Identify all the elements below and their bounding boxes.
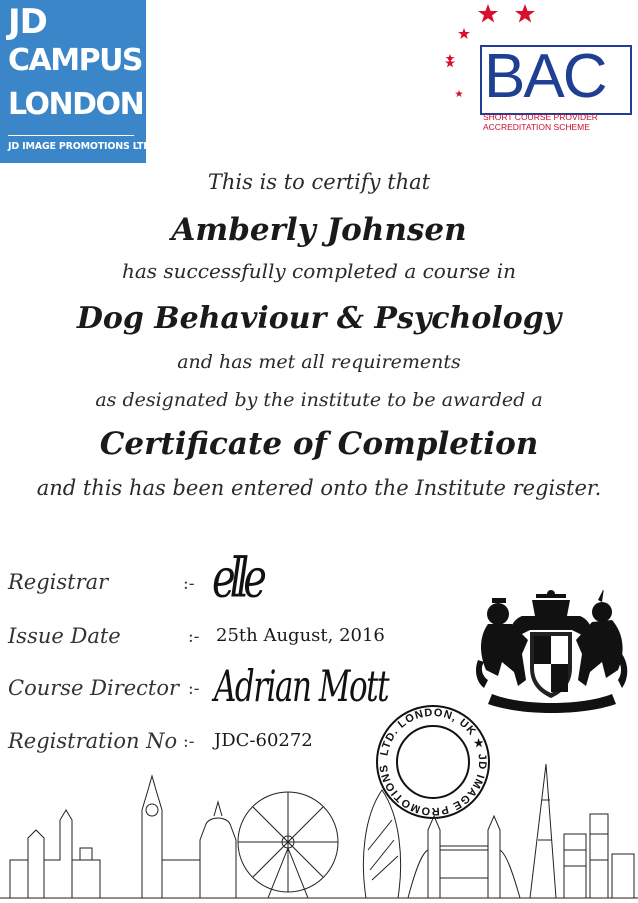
logo-line-london: LONDON bbox=[8, 87, 144, 122]
bac-subtitle bbox=[483, 112, 638, 132]
course-director-signature: Adrian Mott bbox=[214, 662, 389, 713]
completed-line: has successfully completed a course in bbox=[121, 259, 517, 283]
bac-letters: BAC bbox=[484, 42, 606, 111]
coat-of-arms-icon bbox=[472, 590, 632, 715]
logo-line-jd: JD bbox=[8, 2, 47, 42]
issue-date-label: Issue Date bbox=[8, 624, 121, 648]
bac-small-stars-icon bbox=[440, 50, 480, 160]
course-title: Dog Behaviour & Psychology bbox=[76, 301, 562, 336]
logo-company-name: JD IMAGE PROMOTIONS LTD. bbox=[8, 141, 155, 152]
registrar-separator: :- bbox=[183, 574, 195, 594]
registrar-label: Registrar bbox=[8, 570, 109, 594]
issue-date-separator: :- bbox=[188, 627, 200, 647]
logo-rule bbox=[8, 135, 134, 136]
designated-line: as designated by the institute to be awarded a bbox=[95, 389, 543, 411]
bac-subtitle-line2: ACCREDITATION SCHEME bbox=[483, 122, 590, 132]
recipient-name: Amberly Johnsen bbox=[171, 212, 467, 248]
bac-subtitle-line1: SHORT COURSE PROVIDER bbox=[483, 112, 598, 122]
award-title: Certificate of Completion bbox=[99, 426, 539, 462]
course-director-label: Course Director bbox=[8, 676, 180, 700]
certify-line: This is to certify that bbox=[207, 170, 431, 194]
registration-value: JDC-60272 bbox=[214, 730, 313, 751]
bac-logo bbox=[440, 0, 638, 140]
issue-date-value: 25th August, 2016 bbox=[216, 625, 385, 646]
registration-separator: :- bbox=[183, 732, 195, 752]
logo-line-campus: CAMPUS bbox=[8, 43, 143, 78]
registration-label: Registration No bbox=[8, 729, 178, 753]
requirements-line: and has met all requirements bbox=[177, 351, 461, 373]
jd-campus-london-logo bbox=[0, 0, 155, 163]
registrar-signature: elle bbox=[212, 548, 261, 611]
register-line: and this has been entered onto the Institute register. bbox=[36, 476, 602, 500]
london-skyline-illustration bbox=[0, 760, 638, 903]
registration-row bbox=[0, 729, 638, 759]
stamp-text: LTD. LONDON, UK ★ JD IMAGE PROMOTIONS bbox=[377, 706, 489, 818]
course-director-separator: :- bbox=[188, 679, 200, 699]
